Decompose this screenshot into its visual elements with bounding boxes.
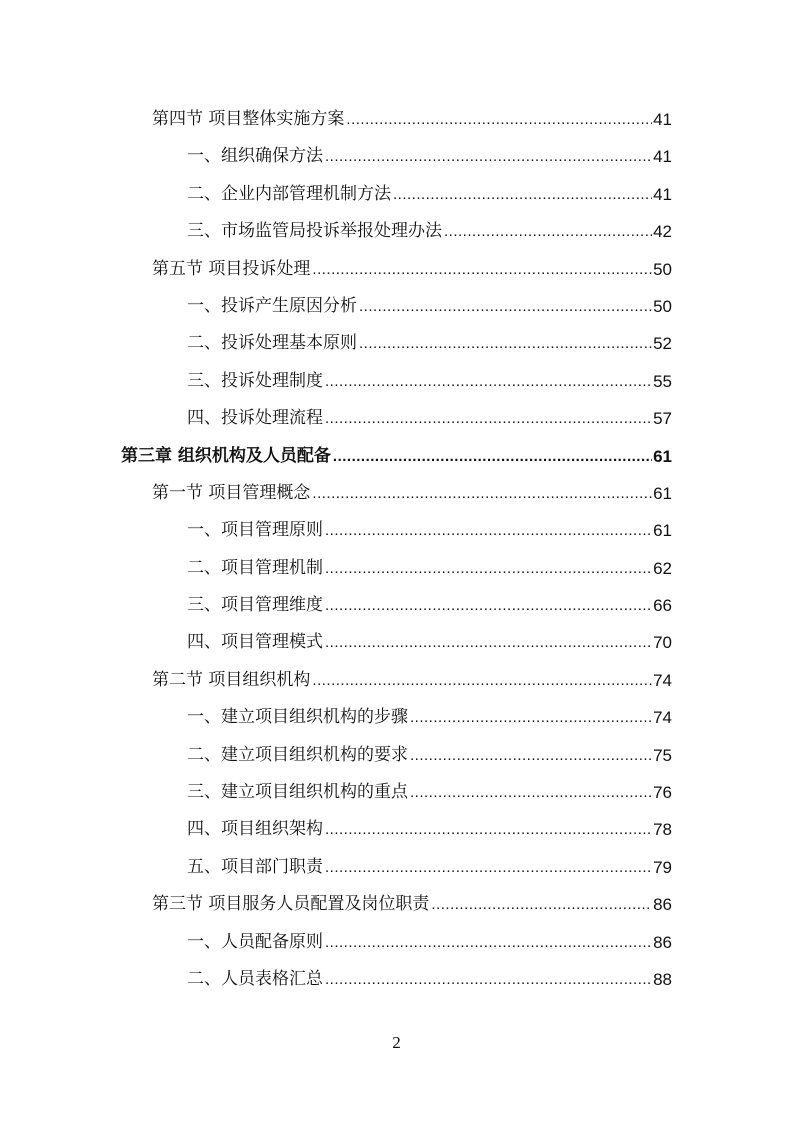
toc-entry[interactable] <box>187 811 672 848</box>
toc-entry-page: 66 <box>653 596 672 616</box>
toc-entry-page: 74 <box>653 708 672 728</box>
toc-entry-title: 二、建立项目组织机构的要求 <box>187 737 410 774</box>
toc-entry[interactable] <box>187 363 672 400</box>
toc-entry[interactable] <box>187 550 672 587</box>
toc-entry-page: 42 <box>653 222 672 242</box>
dot-leader <box>325 961 652 998</box>
toc-entry-page: 50 <box>653 296 672 316</box>
dot-leader <box>325 550 652 587</box>
toc-entry-title: 第四节 项目整体实施方案 <box>152 101 346 138</box>
toc-entry-title: 二、企业内部管理机制方法 <box>187 176 393 213</box>
toc-entry-title: 二、项目管理机制 <box>187 550 325 587</box>
dot-leader <box>346 101 652 138</box>
toc-chapter-entry[interactable] <box>121 438 672 475</box>
toc-entry-page: 88 <box>653 969 672 989</box>
toc-entry-title: 第三节 项目服务人员配置及岗位职责 <box>152 886 431 923</box>
dot-leader <box>325 512 652 549</box>
toc-entry-title: 五、项目部门职责 <box>187 849 325 886</box>
dot-leader <box>325 811 652 848</box>
toc-entry[interactable] <box>187 288 672 325</box>
toc-entry-title: 第五节 项目投诉处理 <box>152 251 312 288</box>
toc-entry-title: 一、人员配备原则 <box>187 924 325 961</box>
toc-entry[interactable] <box>187 849 672 886</box>
toc-entry[interactable] <box>187 325 672 362</box>
toc-entry-page: 57 <box>653 409 672 429</box>
toc-entry-title: 第三章 组织机构及人员配备 <box>121 438 333 475</box>
toc-entry[interactable] <box>187 400 672 437</box>
toc-entry[interactable] <box>187 512 672 549</box>
toc-entry[interactable] <box>187 138 672 175</box>
toc-entry-page: 61 <box>653 483 672 503</box>
toc-entry-page: 62 <box>653 558 672 578</box>
toc-entry-page: 75 <box>653 745 672 765</box>
toc-entry[interactable] <box>152 101 672 138</box>
dot-leader <box>312 475 652 512</box>
toc-entry-page: 41 <box>653 184 672 204</box>
dot-leader <box>312 251 652 288</box>
toc-entry-page: 41 <box>653 147 672 167</box>
toc-entry-page: 86 <box>653 932 672 952</box>
toc-entry-title: 第一节 项目管理概念 <box>152 475 312 512</box>
dot-leader <box>325 624 652 661</box>
toc-entry[interactable] <box>187 176 672 213</box>
toc-entry-title: 三、项目管理维度 <box>187 587 325 624</box>
toc-entry[interactable] <box>152 662 672 699</box>
dot-leader <box>444 213 652 250</box>
toc-entry-title: 三、建立项目组织机构的重点 <box>187 774 410 811</box>
toc-entry-title: 一、项目管理原则 <box>187 512 325 549</box>
page-number: 2 <box>392 1033 401 1052</box>
dot-leader <box>325 138 652 175</box>
dot-leader <box>410 737 652 774</box>
dot-leader <box>325 587 652 624</box>
toc-entry-title: 二、人员表格汇总 <box>187 961 325 998</box>
toc-entry-page: 70 <box>653 633 672 653</box>
toc-entry-page: 41 <box>653 110 672 129</box>
toc-entry[interactable] <box>187 213 672 250</box>
dot-leader <box>312 662 652 699</box>
dot-leader <box>410 699 652 736</box>
dot-leader <box>325 924 652 961</box>
toc-entry-title: 第二节 项目组织机构 <box>152 662 312 699</box>
dot-leader <box>359 288 652 325</box>
toc-entry[interactable] <box>152 886 672 923</box>
toc-entry-title: 四、项目组织架构 <box>187 811 325 848</box>
toc-entry[interactable] <box>187 587 672 624</box>
dot-leader <box>359 325 652 362</box>
toc-entry-page: 86 <box>653 895 672 915</box>
toc-entry-page: 78 <box>653 820 672 840</box>
toc-entry-title: 四、项目管理模式 <box>187 624 325 661</box>
toc-entry-page: 52 <box>653 334 672 354</box>
toc-entry-title: 一、组织确保方法 <box>187 138 325 175</box>
toc-entry-title: 一、建立项目组织机构的步骤 <box>187 699 410 736</box>
toc-entry[interactable] <box>187 699 672 736</box>
toc-entry-page: 55 <box>653 371 672 391</box>
toc-entry-page: 61 <box>653 446 672 466</box>
dot-leader <box>325 400 652 437</box>
toc-entry[interactable] <box>152 475 672 512</box>
dot-leader <box>325 363 652 400</box>
toc-entry-title: 三、投诉处理制度 <box>187 363 325 400</box>
dot-leader <box>325 849 652 886</box>
toc-entry-title: 一、投诉产生原因分析 <box>187 288 359 325</box>
toc-entry-page: 50 <box>653 259 672 279</box>
dot-leader <box>431 886 652 923</box>
toc-entry[interactable] <box>187 624 672 661</box>
toc-entry[interactable] <box>187 774 672 811</box>
toc-entry-title: 二、投诉处理基本原则 <box>187 325 359 362</box>
dot-leader <box>333 438 652 475</box>
toc-entry[interactable] <box>187 961 672 998</box>
dot-leader <box>393 176 652 213</box>
table-of-contents <box>0 101 793 998</box>
toc-entry-title: 三、市场监管局投诉举报处理办法 <box>187 213 444 250</box>
toc-entry-page: 79 <box>653 857 672 877</box>
toc-entry-title: 四、投诉处理流程 <box>187 400 325 437</box>
dot-leader <box>410 774 652 811</box>
toc-entry-page: 74 <box>653 670 672 690</box>
toc-entry[interactable] <box>187 924 672 961</box>
toc-entry-page: 61 <box>653 521 672 541</box>
toc-entry-page: 76 <box>653 783 672 803</box>
toc-entry[interactable] <box>152 251 672 288</box>
toc-entry[interactable] <box>187 737 672 774</box>
